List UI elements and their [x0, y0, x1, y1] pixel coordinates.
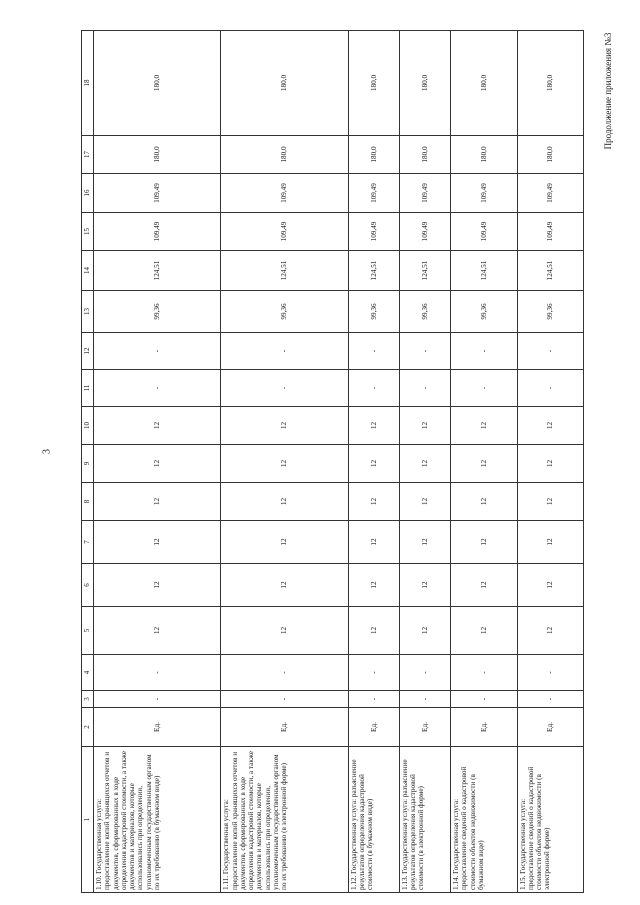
value-cell: Ед.: [221, 708, 348, 747]
value-cell: 12: [221, 521, 348, 564]
value-cell: 180,0: [221, 31, 348, 136]
column-number: 16: [82, 174, 94, 213]
service-name-cell: 1.10. Государственная услуга: предоставление копий хранящихся отчетов и документов, сформированных в ходе определения кадастровой стоимости, а также документов и материалов, которые использовались при определении, уполномоченным государственным органом по их требованию (в бумажном виде): [94, 747, 221, 893]
value-cell: Ед.: [399, 708, 450, 747]
value-cell: 12: [517, 407, 583, 445]
value-cell: Ед.: [348, 708, 399, 747]
value-cell: 12: [517, 445, 583, 483]
table-row: [399, 31, 450, 893]
column-number: 18: [82, 31, 94, 136]
value-cell: 12: [221, 445, 348, 483]
value-cell: 109,49: [221, 174, 348, 213]
rotated-table-container: [81, 31, 584, 893]
column-number: 4: [82, 655, 94, 691]
value-cell: -: [348, 333, 399, 370]
value-cell: 12: [348, 521, 399, 564]
data-table: [81, 30, 584, 893]
value-cell: 109,49: [399, 213, 450, 251]
value-cell: 12: [221, 407, 348, 445]
value-cell: 99,36: [517, 291, 583, 333]
value-cell: 12: [399, 407, 450, 445]
value-cell: 12: [221, 483, 348, 521]
value-cell: -: [94, 333, 221, 370]
value-cell: 124,51: [451, 251, 517, 291]
value-cell: 12: [517, 607, 583, 655]
value-cell: Ед.: [94, 708, 221, 747]
value-cell: 180,0: [517, 136, 583, 174]
value-cell: -: [348, 691, 399, 708]
value-cell: 12: [94, 445, 221, 483]
value-cell: 12: [451, 564, 517, 607]
column-number-row: [82, 31, 94, 893]
table-row: [451, 31, 517, 893]
value-cell: 124,51: [517, 251, 583, 291]
value-cell: 12: [399, 564, 450, 607]
value-cell: 180,0: [517, 31, 583, 136]
value-cell: -: [399, 333, 450, 370]
value-cell: 109,49: [348, 174, 399, 213]
column-number: 17: [82, 136, 94, 174]
value-cell: 12: [399, 521, 450, 564]
value-cell: 180,0: [451, 31, 517, 136]
value-cell: 99,36: [221, 291, 348, 333]
value-cell: 109,49: [517, 213, 583, 251]
service-name-cell: 1.12. Государственная услуга: разъяснение результатов определения кадастровой стоимости (в бумажном виде): [348, 747, 399, 893]
column-number: 5: [82, 607, 94, 655]
column-number: 2: [82, 708, 94, 747]
value-cell: 12: [399, 445, 450, 483]
column-number: 3: [82, 691, 94, 708]
value-cell: 12: [517, 483, 583, 521]
value-cell: 180,0: [348, 31, 399, 136]
value-cell: -: [517, 691, 583, 708]
column-number: 12: [82, 333, 94, 370]
value-cell: 12: [94, 407, 221, 445]
value-cell: -: [348, 655, 399, 691]
value-cell: 12: [399, 607, 450, 655]
table-row: [517, 31, 583, 893]
value-cell: -: [517, 655, 583, 691]
value-cell: 109,49: [94, 213, 221, 251]
value-cell: 12: [94, 607, 221, 655]
value-cell: 12: [451, 483, 517, 521]
value-cell: 12: [94, 483, 221, 521]
value-cell: 180,0: [399, 31, 450, 136]
column-number: 10: [82, 407, 94, 445]
value-cell: 12: [517, 521, 583, 564]
value-cell: 12: [348, 483, 399, 521]
value-cell: -: [517, 333, 583, 370]
value-cell: 12: [94, 521, 221, 564]
column-number: 14: [82, 251, 94, 291]
value-cell: 109,49: [221, 213, 348, 251]
value-cell: -: [451, 691, 517, 708]
value-cell: -: [399, 370, 450, 407]
column-number: 9: [82, 445, 94, 483]
column-number: 7: [82, 521, 94, 564]
value-cell: 109,49: [451, 213, 517, 251]
table-row: [94, 31, 221, 893]
value-cell: 12: [221, 607, 348, 655]
value-cell: -: [94, 370, 221, 407]
value-cell: 124,51: [94, 251, 221, 291]
value-cell: 109,49: [399, 174, 450, 213]
column-number: 1: [82, 747, 94, 893]
service-name-cell: 1.14. Государственная услуга: предоставление сведений о кадастровой стоимости объектов недвижимости (в бумажном виде): [451, 747, 517, 893]
value-cell: 99,36: [451, 291, 517, 333]
value-cell: 12: [451, 521, 517, 564]
page-number: 3: [41, 449, 53, 454]
column-number: 8: [82, 483, 94, 521]
value-cell: 124,51: [399, 251, 450, 291]
value-cell: 109,49: [517, 174, 583, 213]
value-cell: 12: [451, 445, 517, 483]
service-name-cell: 1.13. Государственная услуга: разъяснение результатов определения кадастровой стоимости (в электронной форме): [399, 747, 450, 893]
value-cell: 180,0: [221, 136, 348, 174]
value-cell: 12: [348, 564, 399, 607]
value-cell: 12: [221, 564, 348, 607]
value-cell: 180,0: [94, 136, 221, 174]
value-cell: 12: [94, 564, 221, 607]
appendix-caption: Продолжение приложения №3: [603, 32, 613, 150]
column-number: 6: [82, 564, 94, 607]
value-cell: 180,0: [348, 136, 399, 174]
value-cell: 180,0: [94, 31, 221, 136]
value-cell: 109,49: [94, 174, 221, 213]
value-cell: 180,0: [399, 136, 450, 174]
value-cell: 12: [399, 483, 450, 521]
value-cell: -: [399, 691, 450, 708]
table-row: [221, 31, 348, 893]
table-row: [348, 31, 399, 893]
column-number: 13: [82, 291, 94, 333]
service-name-cell: 1.11. Государственная услуга: предоставление копий хранящихся отчетов и документов, сформированных в ходе определения кадастровой стоимости, а также документов и материалов, которые использовались при определении, уполномоченным государственным органом по их требованию (в электронной форме): [221, 747, 348, 893]
value-cell: 124,51: [348, 251, 399, 291]
value-cell: -: [451, 655, 517, 691]
value-cell: -: [451, 370, 517, 407]
value-cell: -: [221, 333, 348, 370]
value-cell: 12: [348, 445, 399, 483]
value-cell: -: [221, 655, 348, 691]
value-cell: 99,36: [94, 291, 221, 333]
value-cell: -: [451, 333, 517, 370]
value-cell: -: [517, 370, 583, 407]
column-number: 11: [82, 370, 94, 407]
value-cell: -: [94, 691, 221, 708]
service-name-cell: 1.15. Государственная услуга: предоставление сведений о кадастровой стоимости объектов недвижимости (в электронной форме): [517, 747, 583, 893]
value-cell: 109,49: [348, 213, 399, 251]
value-cell: 12: [517, 564, 583, 607]
value-cell: 12: [348, 607, 399, 655]
value-cell: 99,36: [348, 291, 399, 333]
value-cell: 12: [451, 607, 517, 655]
column-number: 15: [82, 213, 94, 251]
value-cell: Ед.: [451, 708, 517, 747]
value-cell: 109,49: [451, 174, 517, 213]
value-cell: -: [221, 370, 348, 407]
value-cell: -: [221, 691, 348, 708]
value-cell: -: [399, 655, 450, 691]
value-cell: 12: [451, 407, 517, 445]
value-cell: -: [348, 370, 399, 407]
value-cell: 124,51: [221, 251, 348, 291]
value-cell: Ед.: [517, 708, 583, 747]
value-cell: 99,36: [399, 291, 450, 333]
value-cell: 12: [348, 407, 399, 445]
value-cell: 180,0: [451, 136, 517, 174]
value-cell: -: [94, 655, 221, 691]
